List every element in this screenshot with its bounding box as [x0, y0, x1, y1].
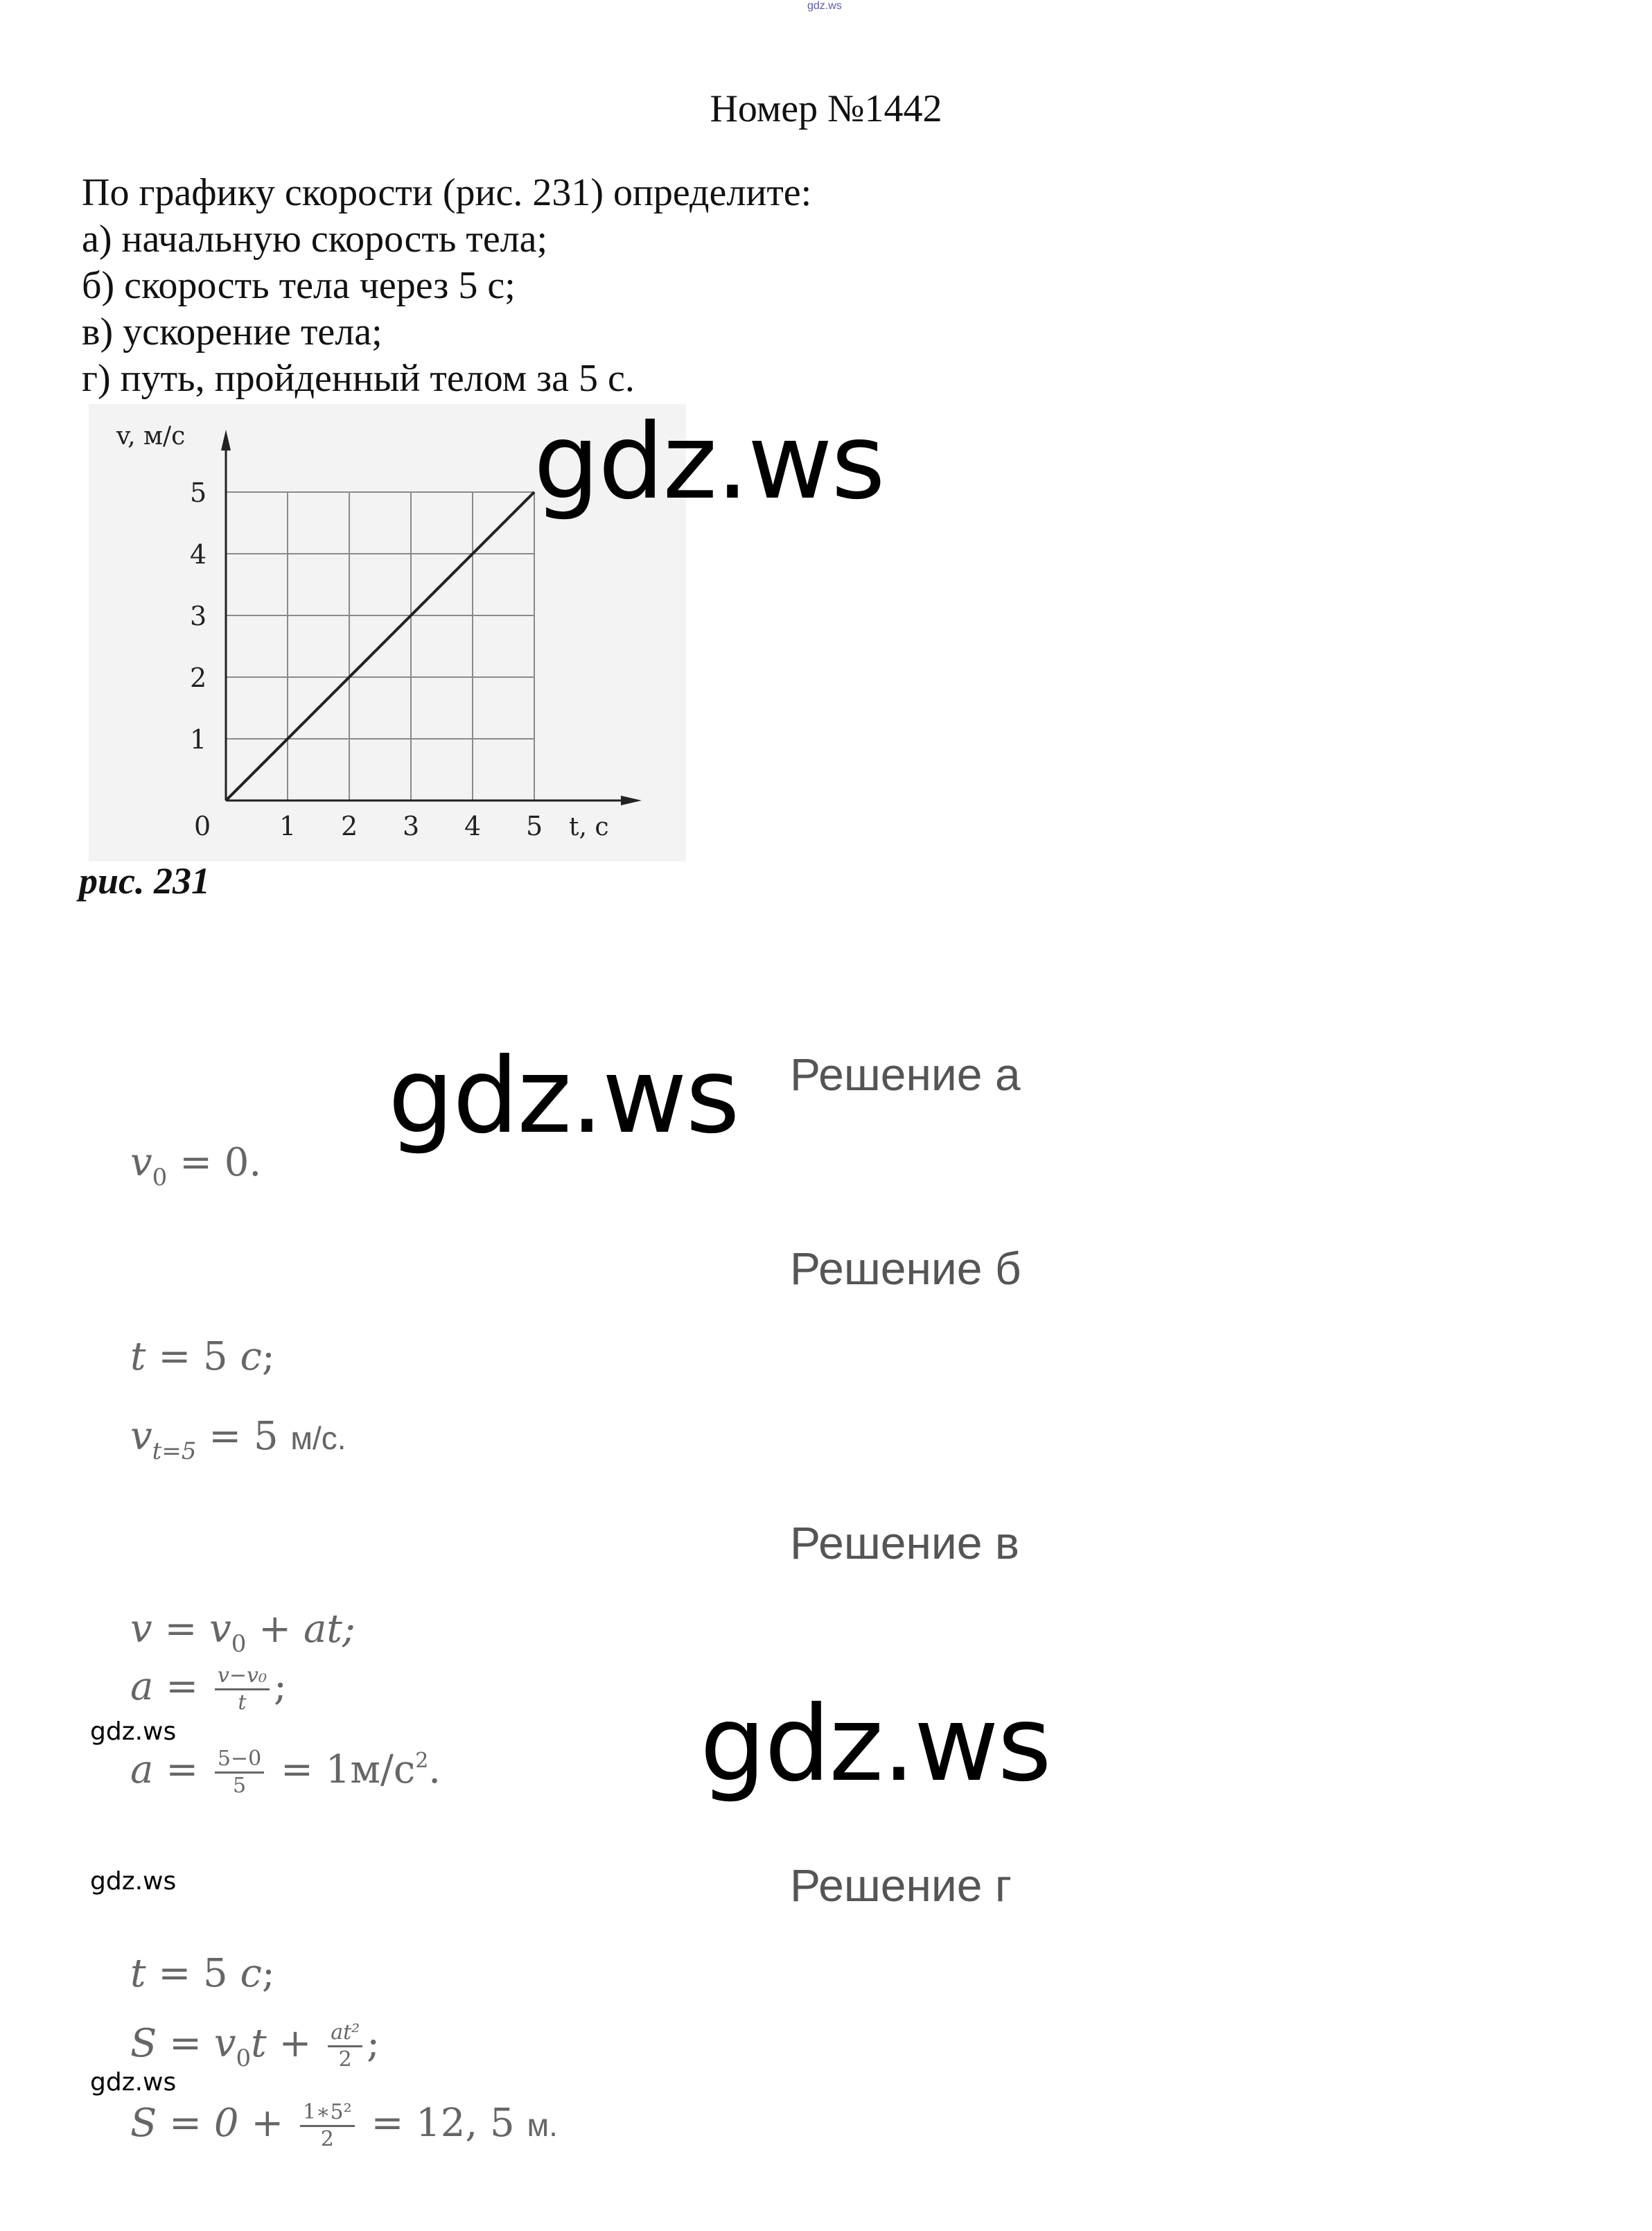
formula-d3: S = 0 + $\frac{\text{1∗5²}}{2}$ = 12, 5 м. — [130, 2100, 558, 2151]
watermark: gdz.ws — [700, 1684, 1051, 1805]
formula-d2: $S = v_0t$ + $\frac{\text{at²}}{2}$ ; — [130, 2020, 380, 2072]
y-tick-label: 5 — [190, 478, 207, 508]
task-line: а) начальную скорость тела; — [82, 218, 548, 261]
solution-heading-b: Решение б — [790, 1243, 1021, 1294]
x-tick-label: 3 — [403, 811, 420, 841]
figure-caption: рис. 231 — [79, 860, 210, 902]
y-tick-label: 1 — [190, 724, 207, 755]
formula-b1: t = 5 c; — [130, 1334, 275, 1379]
formula-a1: $v_0 = 0$. — [130, 1140, 262, 1191]
x-axis-label: t, с — [569, 813, 609, 841]
solution-heading-a: Решение а — [790, 1049, 1021, 1100]
solution-heading-d: Решение г — [790, 1860, 1012, 1911]
page-title: Номер №1442 — [710, 87, 942, 130]
watermark-small: gdz.ws — [90, 2068, 177, 2097]
formula-c3: a = $\frac{5-0}{5}$ = $1м/с^2$. — [130, 1747, 441, 1798]
x-tick-label: 2 — [341, 811, 358, 841]
x-tick-label: 0 — [194, 811, 211, 841]
task-line: б) скорость тела через 5 с; — [82, 264, 516, 307]
formula-c1: $v = v_0$ + at; — [130, 1607, 355, 1658]
x-tick-label: 5 — [526, 811, 543, 841]
formula-c2: a = $\frac{\text{v−v₀}}{t}$ ; — [130, 1663, 287, 1715]
y-tick-label: 4 — [190, 539, 207, 570]
solution-heading-c: Решение в — [790, 1517, 1019, 1568]
site-mark: gdz.ws — [807, 0, 842, 12]
x-tick-label: 1 — [279, 811, 297, 841]
y-axis-label: v, м/с — [116, 422, 186, 450]
task-line: в) ускорение тела; — [82, 310, 383, 353]
task-line: г) путь, пройденный телом за 5 с. — [82, 357, 635, 400]
watermark-small: gdz.ws — [90, 1867, 177, 1896]
x-tick-label: 4 — [464, 811, 482, 841]
y-tick-label: 2 — [190, 663, 207, 693]
task-text — [82, 170, 811, 402]
formula-d1: t = 5 c; — [130, 1951, 275, 1996]
task-line: По графику скорости (рис. 231) определите: — [82, 171, 812, 214]
watermark: gdz.ws — [534, 402, 884, 523]
y-tick-label: 3 — [190, 601, 207, 631]
formula-b2: $v_{t=5} = 5$ м/с. — [130, 1414, 346, 1465]
watermark: gdz.ws — [388, 1036, 739, 1157]
watermark-small: gdz.ws — [90, 1717, 177, 1746]
